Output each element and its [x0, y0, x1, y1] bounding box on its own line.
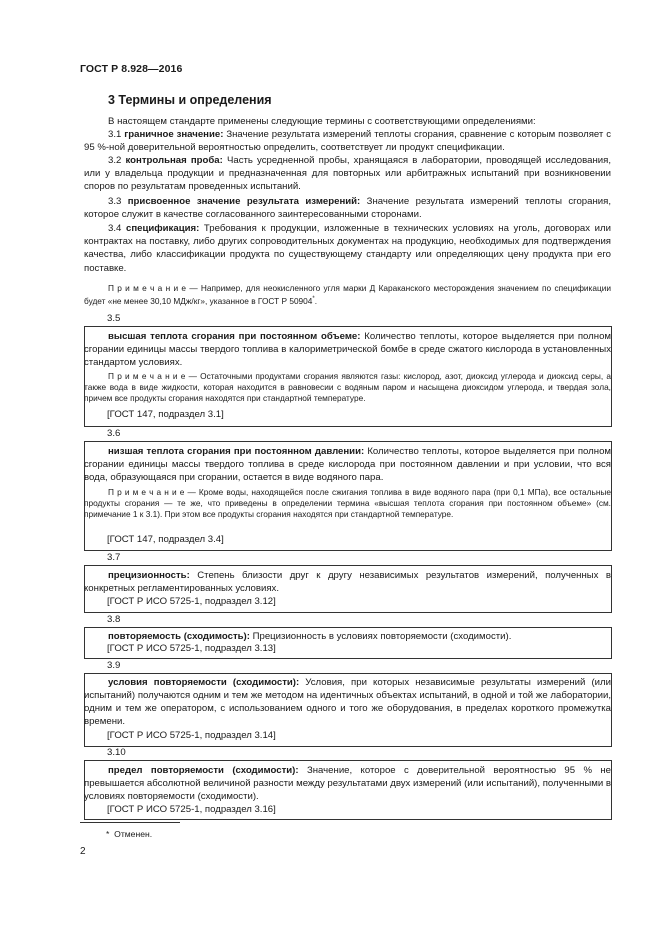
- term-name: высшая теплота сгорания при постоянном объеме:: [108, 331, 361, 342]
- term-name: прецизионность:: [108, 570, 190, 581]
- term-3-1: [84, 128, 611, 154]
- term-name: повторяемость (сходимость):: [108, 631, 250, 642]
- document-header: ГОСТ Р 8.928—2016: [80, 63, 183, 75]
- term-3-9: [84, 676, 611, 728]
- page-number: 2: [80, 846, 86, 857]
- term-name: предел повторяемости (сходимости):: [108, 765, 299, 776]
- term-source: [ГОСТ Р ИСО 5725-1, подраздел 3.13]: [107, 643, 276, 654]
- term-3-10: [84, 764, 611, 803]
- note-text: — Например, для неокисленного угля марки Д Караканского месторождения значением по спецификации будет «не менее 30,10 МДж/кг», указанное в ГОСТ Р 50904: [84, 283, 611, 306]
- note-label: П р и м е ч а н и е: [108, 371, 186, 381]
- term-source: [ГОСТ Р ИСО 5725-1, подраздел 3.14]: [107, 730, 276, 741]
- term-number: 3.3: [108, 196, 122, 207]
- term-number: 3.1: [108, 129, 122, 140]
- term-source: [ГОСТ Р ИСО 5725-1, подраздел 3.12]: [107, 596, 276, 607]
- term-definition: Требования к продукции, изложенные в технических условиях на уголь, договорах или контрактах на поставку, либо других сопроводительных документах на продукцию, необходимых для подтверждения качества, либо классификации продукта по существующему стандарту или определяющих цену продукта при его поставке.: [84, 223, 611, 274]
- term-name: граничное значение:: [124, 129, 224, 140]
- term-definition: Прецизионность в условиях повторяемости (сходимости).: [249, 631, 512, 642]
- footnote-divider: [80, 822, 180, 823]
- term-definition: Степень близости друг к другу независимых результатов измерений, полученных в конкретных регламентированных условиях.: [84, 570, 611, 594]
- term-number-3-10: 3.10: [107, 747, 126, 758]
- term-definition: Значение, которое с доверительной вероятностью 95 % не превышается абсолютной величиной разности между результатами двух измерений (или испытаний), полученными в условиях повторяемости (сходимости).: [84, 765, 612, 802]
- note-text: — Кроме воды, находящейся после сжигания топлива в виде водяного пара (при 0,1 МПа), все остальные продукты сгорания — те же, что приведены в определении термина «высшая теплота сгорания при постоянном объеме» (см. примечание 1 к 3.1). При этом все продукты сгорания находятся при стандартной температуре.: [84, 487, 611, 519]
- note-3-4: П р и м е ч а н и е — Например, для неокисленного угля марки Д Караканского месторождения значением по спецификации будет «не менее 30,10 МДж/кг», указанное в ГОСТ Р 50904*.: [84, 283, 611, 306]
- footnote-mark: *: [106, 829, 110, 839]
- note-3-6: [84, 487, 611, 520]
- term-3-7: [84, 569, 611, 595]
- term-number: 3.4: [108, 223, 122, 234]
- term-number-3-5: 3.5: [107, 313, 121, 324]
- term-3-2: [84, 154, 611, 194]
- term-definition: Часть усредненной пробы, хранящаяся в лаборатории, проводящей исследования, или у владельца продукции и предназначенная для повторных или арбитражных испытаний при возникновении споров по результатам проведенных испытаний.: [84, 155, 611, 193]
- note-label: П р и м е ч а н и е: [108, 283, 187, 293]
- term-source: [ГОСТ 147, подраздел 3.4]: [107, 534, 224, 545]
- note-text: — Остаточными продуктами сгорания являются газы: кислород, азот, диоксид углерода и диоксид серы, а также вода в виде жидкости, которая находится в равновесии с водяным паром и насыщена диоксидом углерода, и твердая зола, причем все продукты сгорания находятся при стандартной температуре.: [84, 371, 611, 403]
- note-label: П р и м е ч а н и е: [108, 487, 185, 497]
- section-title: 3 Термины и определения: [108, 93, 272, 107]
- term-name: спецификация:: [126, 223, 200, 234]
- term-source: [ГОСТ 147, подраздел 3.1]: [107, 409, 224, 420]
- term-name: условия повторяемости (сходимости):: [108, 677, 300, 688]
- term-name: низшая теплота сгорания при постоянном давлении:: [108, 446, 365, 457]
- footnote-text: Отменен.: [114, 829, 153, 839]
- intro-paragraph: В настоящем стандарте применены следующие термины с соответствующими определениями:: [108, 116, 536, 127]
- term-number-3-7: 3.7: [107, 552, 121, 563]
- term-definition: Количество теплоты, которое выделяется при полном сгорании единицы массы твердого топлива в калориметрической бомбе в среде сжатого кислорода в установленных стандартом условиях.: [84, 331, 611, 368]
- term-3-6: [84, 445, 611, 484]
- term-name: контрольная проба:: [125, 155, 223, 166]
- note-3-5: [84, 371, 611, 404]
- term-3-5: [84, 330, 611, 369]
- term-definition: Значение результата измерений теплоты сгорания, сравнение с которым позволяет с 95 %-ной доверительной вероятностью определить, соответствует ли продукт спецификации.: [84, 129, 612, 154]
- term-3-8: [84, 630, 611, 643]
- term-number-3-9: 3.9: [107, 660, 121, 671]
- term-definition: Условия, при которых независимые результаты измерений (или испытаний) получаются одним и тем же методом на идентичных объектах испытаний, в одной и той же лаборатории, одним и тем же оператором, с использованием одного и того же оборудования, в пределах короткого промежутка времени.: [84, 677, 611, 727]
- term-definition: Количество теплоты, которое выделяется при полном сгорании единицы массы твердого топлива в среде кислорода при постоянном давлении и при условии, что вся вода, образующаяся при сгорании, остается в виде водяного пара.: [84, 446, 612, 483]
- footnote-mark: *: [312, 296, 315, 303]
- term-3-4: [84, 222, 611, 275]
- term-3-3: [84, 195, 611, 221]
- term-definition: Значение результата измерений теплоты сгорания, которое служит в качестве согласованного заинтересованными сторонами.: [84, 196, 611, 221]
- term-number-3-6: 3.6: [107, 428, 121, 439]
- term-number: 3.2: [108, 155, 122, 166]
- footnote: [106, 829, 152, 839]
- term-source: [ГОСТ Р ИСО 5725-1, подраздел 3.16]: [107, 804, 276, 815]
- term-number-3-8: 3.8: [107, 614, 121, 625]
- term-name: присвоенное значение результата измерений:: [127, 196, 361, 207]
